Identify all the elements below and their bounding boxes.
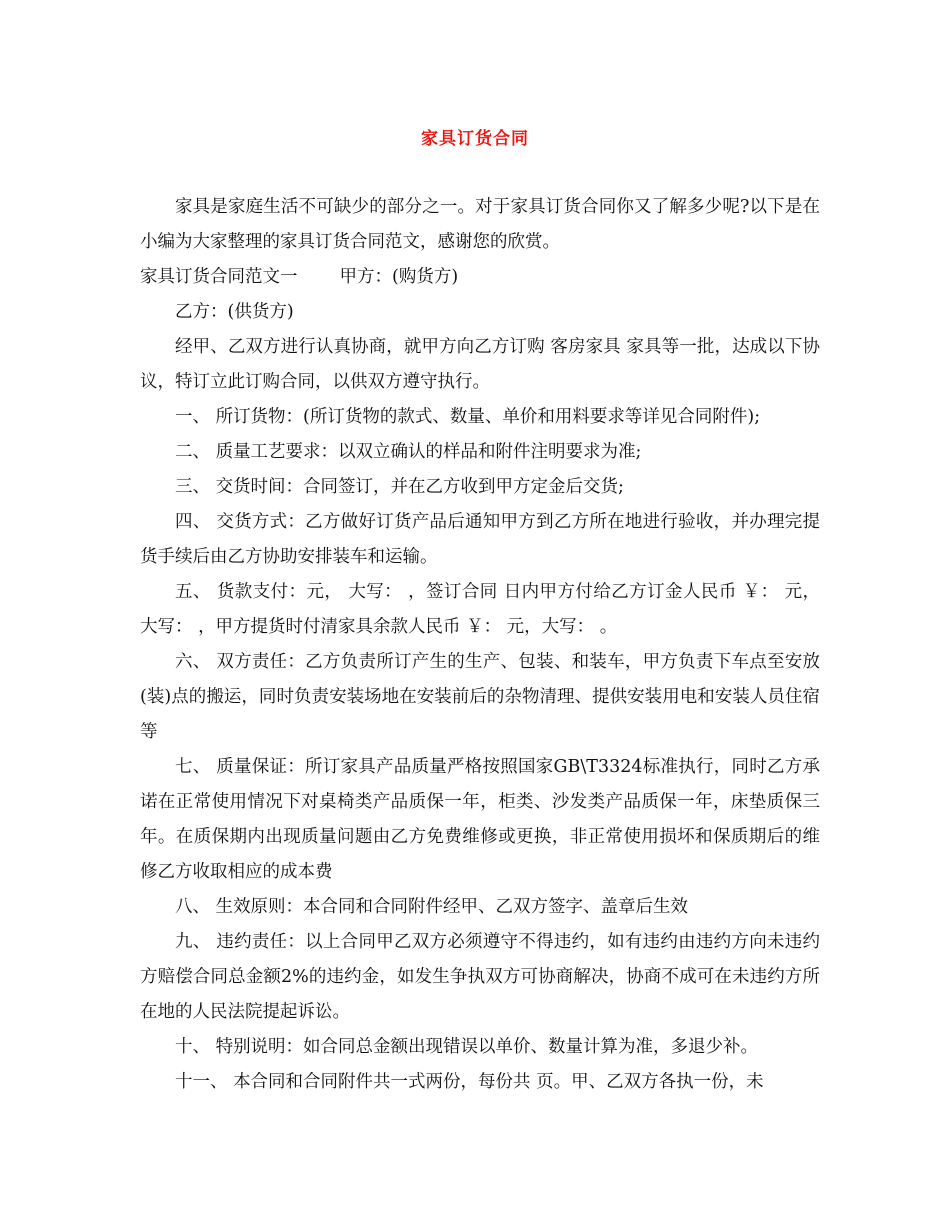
clause-10: 十、 特别说明：如合同总金额出现错误以单价、数量计算为准，多退少补。 [175, 1037, 759, 1057]
clause-2: 二、 质量工艺要求：以双立确认的样品和附件注明要求为准; [175, 442, 642, 462]
intro-paragraph: 家具是家庭生活不可缺少的部分之一。对于家具订货合同你又了解多少呢?以下是在小编为大家整理的家具订货合同范文，感谢您的欣赏。 [140, 197, 820, 252]
sample-heading-line [140, 260, 820, 295]
party-a: 甲方：(购货方) [339, 267, 459, 287]
clause-4: 四、 交货方式：乙方做好订货产品后通知甲方到乙方所在地进行验收，并办理完提货手续后由乙方协助安排装车和运输。 [140, 512, 820, 567]
party-b: 乙方：(供货方) [175, 302, 294, 322]
clause-7: 七、 质量保证：所订家具产品质量严格按照国家GB\T3324标准执行，同时乙方承诺在正常使用情况下对桌椅类产品质保一年，柜类、沙发类产品质保一年，床垫质保三年。在质保期内出现质量问题由乙方免费维修或更换，非正常使用损坏和保质期后的维修乙方收取相应的成本费 [140, 757, 820, 882]
clause-9: 九、 违约责任：以上合同甲乙双方必须遵守不得违约，如有违约由违约方向未违约方赔偿合同总金额2%的违约金，如发生争执双方可协商解决，协商不成可在未违约方所在地的人民法院提起诉讼。 [140, 932, 820, 1022]
sample-heading: 家具订货合同范文一 [140, 267, 298, 287]
clause-3: 三、 交货时间：合同签订，并在乙方收到甲方定金后交货; [175, 477, 624, 497]
preamble-paragraph: 经甲、乙双方进行认真协商，就甲方向乙方订购 客房家具 家具等一批，达成以下协议，特订立此订购合同，以供双方遵守执行。 [140, 337, 820, 392]
clause-6: 六、 双方责任：乙方负责所订产生的生产、包装、和装车，甲方负责下车点至安放(装)点的搬运，同时负责安装场地在安装前后的杂物清理、提供安装用电和安装人员住宿等 [140, 652, 820, 742]
document-body [140, 190, 820, 1100]
clause-8: 八、 生效原则：本合同和合同附件经甲、乙双方签字、盖章后生效 [175, 897, 689, 917]
clause-11: 十一、 本合同和合同附件共一式两份，每份共 页。甲、乙双方各执一份，未 [175, 1072, 764, 1092]
document-title: 家具订货合同 [421, 129, 529, 149]
clause-5: 五、 货款支付：元， 大写： ，签订合同 日内甲方付给乙方订金人民币 ￥： 元，大写： ，甲方提货时付清家具余款人民币 ￥： 元，大写： 。 [140, 582, 820, 637]
clause-1: 一、 所订货物：(所订货物的款式、数量、单价和用料要求等详见合同附件); [175, 407, 761, 427]
